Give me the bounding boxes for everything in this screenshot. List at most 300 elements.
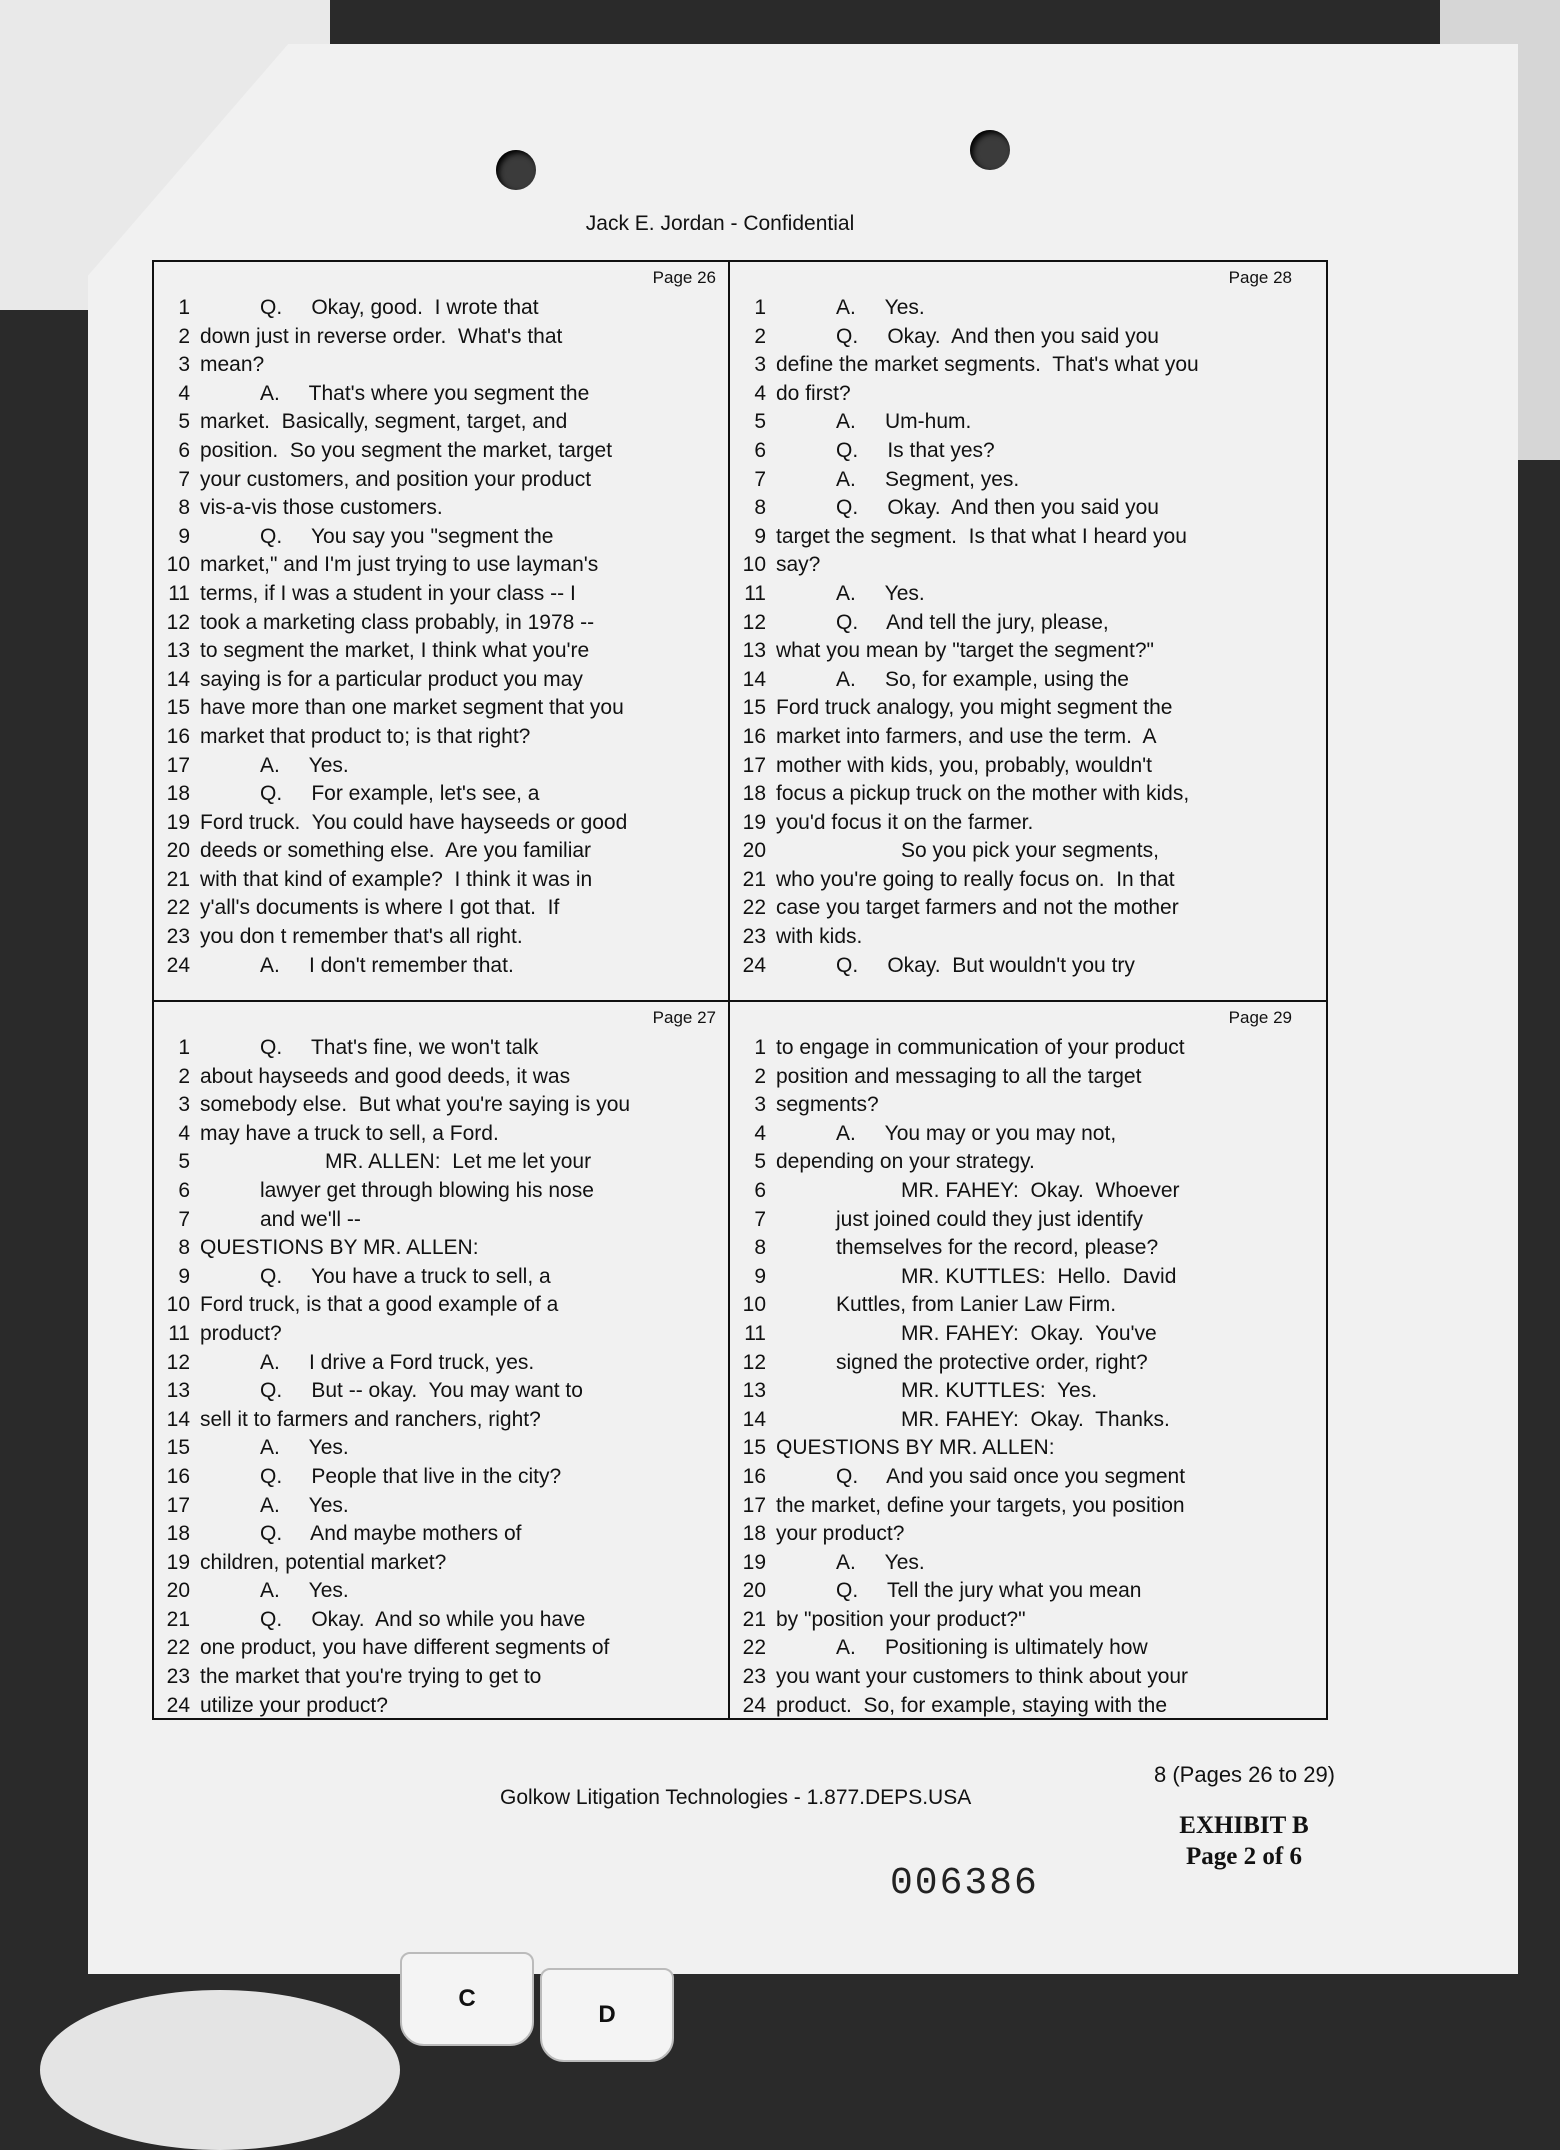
line-text: do first? [776, 381, 851, 405]
line-text: A. Yes. [836, 296, 925, 319]
line-text: Q. Okay. But wouldn't you try [836, 953, 1135, 977]
transcript-line [730, 1606, 1306, 1635]
line-text: A. Yes. [260, 1493, 349, 1517]
transcript-line [154, 1577, 730, 1606]
transcript-line [154, 1148, 730, 1177]
line-number: 24 [742, 1693, 766, 1717]
line-text: you want your customers to think about your [776, 1665, 1189, 1689]
line-number: 21 [166, 1607, 190, 1631]
line-text: A. Yes. [836, 581, 925, 605]
line-text: focus a pickup truck on the mother with kids, [776, 782, 1190, 806]
bates-number: 006386 [890, 1862, 1039, 1905]
line-number: 13 [166, 1379, 190, 1403]
transcript-line [154, 1634, 730, 1663]
line-number: 18 [166, 1522, 190, 1546]
line-text: Ford truck analogy, you might segment the [776, 696, 1173, 720]
line-text: by "position your product?" [776, 1607, 1026, 1631]
line-text: children, potential market? [200, 1550, 447, 1574]
line-number: 20 [166, 1579, 190, 1603]
line-text: you'd focus it on the farmer. [776, 810, 1034, 834]
line-number: 24 [742, 953, 766, 977]
transcript-line [154, 380, 730, 409]
transcript-line [154, 1692, 730, 1721]
line-number: 15 [166, 1436, 190, 1460]
transcript-line [154, 1549, 730, 1578]
line-text: to segment the market, I think what you're [200, 639, 590, 663]
transcript-line [730, 1434, 1306, 1463]
line-number: 24 [166, 953, 190, 977]
transcript-line [154, 866, 730, 895]
transcript-page-27 [154, 1002, 730, 1738]
transcript-line [154, 1520, 730, 1549]
line-text: Q. But -- okay. You may want to [260, 1379, 583, 1403]
line-number: 2 [754, 324, 766, 348]
line-text: A. You may or you may not, [836, 1121, 1117, 1145]
line-number: 18 [742, 1522, 766, 1546]
transcript-line [154, 1034, 730, 1063]
background-object-bottom [40, 1990, 400, 2150]
transcript-line [154, 694, 730, 723]
transcript-page-29 [730, 1002, 1306, 1738]
transcript-line [730, 1263, 1306, 1292]
line-number: 21 [166, 867, 190, 891]
line-number: 4 [754, 381, 766, 405]
line-number: 1 [178, 1036, 190, 1059]
line-text: may have a truck to sell, a Ford. [200, 1121, 499, 1145]
line-number: 11 [744, 581, 766, 605]
transcript-line [154, 323, 730, 352]
line-text: MR. KUTTLES: Hello. David [901, 1264, 1177, 1288]
line-number: 20 [166, 839, 190, 863]
transcript-line [730, 1663, 1306, 1692]
transcript-line [154, 952, 730, 981]
line-number: 16 [166, 1464, 190, 1488]
line-number: 17 [166, 753, 190, 777]
document-header: Jack E. Jordan - Confidential [585, 212, 855, 235]
transcript-line [730, 380, 1306, 409]
line-text: A. Yes. [836, 1550, 925, 1574]
line-text: say? [776, 553, 821, 577]
line-number: 21 [742, 1607, 766, 1631]
transcript-line [730, 1463, 1306, 1492]
line-number: 5 [754, 1150, 766, 1174]
transcript-line [730, 1291, 1306, 1320]
line-text: Q. You say you "segment the [260, 524, 554, 548]
line-number: 4 [754, 1121, 766, 1145]
line-text: position. So you segment the market, target [200, 438, 613, 462]
line-number: 16 [166, 724, 190, 748]
line-number: 7 [178, 1207, 190, 1231]
line-number: 6 [178, 1178, 190, 1202]
transcript-line [730, 323, 1306, 352]
line-number: 12 [166, 1350, 190, 1374]
transcript-line [154, 494, 730, 523]
line-text: about hayseeds and good deeds, it was [200, 1064, 571, 1088]
transcript-line [154, 1377, 730, 1406]
line-text: one product, you have different segments of [200, 1636, 610, 1660]
transcript-line [154, 466, 730, 495]
line-text: define the market segments. That's what you [776, 353, 1199, 377]
line-number: 13 [742, 1379, 766, 1403]
line-text: MR. FAHEY: Okay. Whoever [901, 1178, 1180, 1202]
transcript-line [730, 1177, 1306, 1206]
line-number: 23 [166, 925, 190, 949]
transcript-lines [154, 294, 730, 980]
transcript-line [730, 1320, 1306, 1349]
line-number: 10 [742, 553, 766, 577]
line-text: QUESTIONS BY MR. ALLEN: [776, 1436, 1055, 1460]
line-number: 11 [168, 581, 190, 605]
line-number: 2 [178, 1064, 190, 1088]
line-text: terms, if I was a student in your class -- I [200, 581, 576, 605]
transcript-grid [152, 260, 1328, 1720]
transcript-line [730, 609, 1306, 638]
page-label: Page 27 [652, 1008, 716, 1027]
transcript-line [730, 637, 1306, 666]
line-number: 2 [754, 1064, 766, 1088]
line-text: somebody else. But what you're saying is you [200, 1093, 631, 1117]
line-number: 4 [178, 1121, 190, 1145]
transcript-line [730, 351, 1306, 380]
transcript-line [730, 1206, 1306, 1235]
transcript-line [730, 1577, 1306, 1606]
line-number: 19 [742, 810, 766, 834]
exhibit-page: Page 2 of 6 [1186, 1843, 1302, 1870]
transcript-line [154, 580, 730, 609]
transcript-line [154, 1349, 730, 1378]
transcript-line [730, 894, 1306, 923]
transcript-line [154, 1206, 730, 1235]
transcript-line [730, 466, 1306, 495]
line-text: mean? [200, 353, 265, 377]
transcript-line [730, 866, 1306, 895]
exhibit-title: EXHIBIT B [1179, 1812, 1309, 1839]
transcript-line [730, 1063, 1306, 1092]
line-number: 5 [178, 1150, 190, 1174]
line-text: position and messaging to all the target [776, 1064, 1142, 1088]
line-text: Q. For example, let's see, a [260, 782, 540, 806]
transcript-line [730, 551, 1306, 580]
line-number: 9 [178, 524, 190, 548]
line-number: 7 [754, 467, 766, 491]
transcript-line [154, 523, 730, 552]
transcript-line [154, 1234, 730, 1263]
transcript-line [730, 1377, 1306, 1406]
transcript-line [154, 1434, 730, 1463]
transcript-line [730, 1520, 1306, 1549]
line-text: you don t remember that's all right. [200, 925, 523, 949]
line-number: 10 [166, 553, 190, 577]
divider-tab-d[interactable]: D [540, 1968, 674, 2062]
line-text: Q. Okay, good. I wrote that [260, 296, 539, 319]
line-number: 8 [754, 1236, 766, 1260]
transcript-line [730, 494, 1306, 523]
line-number: 6 [754, 438, 766, 462]
line-number: 18 [166, 782, 190, 806]
transcript-line [154, 437, 730, 466]
footer-page-range: 8 (Pages 26 to 29) [1154, 1762, 1336, 1787]
transcript-lines [730, 294, 1306, 980]
line-number: 3 [178, 353, 190, 377]
line-number: 14 [742, 1407, 766, 1431]
transcript-line [730, 809, 1306, 838]
line-number: 1 [178, 296, 190, 319]
transcript-line [730, 1034, 1306, 1063]
line-text: signed the protective order, right? [836, 1350, 1148, 1374]
transcript-lines [730, 1034, 1306, 1720]
line-number: 9 [754, 524, 766, 548]
page-label: Page 29 [1228, 1008, 1292, 1027]
line-number: 15 [742, 696, 766, 720]
transcript-line [730, 1120, 1306, 1149]
line-text: what you mean by "target the segment?" [776, 639, 1154, 663]
transcript-line [154, 752, 730, 781]
line-number: 1 [754, 1036, 766, 1059]
line-text: MR. ALLEN: Let me let your [325, 1150, 592, 1174]
line-number: 17 [742, 1493, 766, 1517]
line-text: just joined could they just identify [836, 1207, 1144, 1231]
line-text: A. Segment, yes. [836, 467, 1020, 491]
line-text: Q. You have a truck to sell, a [260, 1264, 551, 1288]
line-number: 5 [178, 410, 190, 434]
line-number: 22 [742, 1636, 766, 1660]
page-label: Page 26 [652, 268, 716, 287]
transcript-line [730, 1492, 1306, 1521]
line-text: your customers, and position your product [200, 467, 592, 491]
line-number: 3 [754, 1093, 766, 1117]
page-label: Page 28 [1228, 268, 1292, 287]
transcript-line [730, 1234, 1306, 1263]
line-text: and we'll -- [260, 1207, 361, 1231]
line-number: 8 [754, 496, 766, 520]
transcript-line [730, 408, 1306, 437]
line-text: Q. People that live in the city? [260, 1464, 562, 1488]
line-text: segments? [776, 1093, 879, 1117]
line-text: Q. And you said once you segment [836, 1464, 1186, 1488]
transcript-line [730, 780, 1306, 809]
transcript-line [730, 923, 1306, 952]
line-text: to engage in communication of your product [776, 1036, 1185, 1059]
line-text: vis-a-vis those customers. [200, 496, 443, 520]
transcript-line [730, 1634, 1306, 1663]
line-number: 21 [742, 867, 766, 891]
line-text: depending on your strategy. [776, 1150, 1035, 1174]
line-number: 22 [166, 1636, 190, 1660]
line-text: market that product to; is that right? [200, 724, 531, 748]
line-text: A. That's where you segment the [260, 381, 590, 405]
line-text: product. So, for example, staying with the [776, 1693, 1168, 1717]
transcript-line [154, 637, 730, 666]
transcript-line [154, 551, 730, 580]
line-text: themselves for the record, please? [836, 1236, 1159, 1260]
line-number: 19 [166, 810, 190, 834]
transcript-line [154, 294, 730, 323]
line-text: saying is for a particular product you may [200, 667, 583, 691]
transcript-line [730, 752, 1306, 781]
transcript-line [730, 1091, 1306, 1120]
transcript-lines [154, 1034, 730, 1720]
line-number: 5 [754, 410, 766, 434]
line-number: 13 [166, 639, 190, 663]
line-text: who you're going to really focus on. In that [776, 867, 1175, 891]
line-number: 20 [742, 1579, 766, 1603]
line-text: Kuttles, from Lanier Law Firm. [836, 1293, 1117, 1317]
line-text: deeds or something else. Are you familiar [200, 839, 592, 863]
transcript-line [154, 351, 730, 380]
line-text: product? [200, 1321, 282, 1345]
line-number: 16 [742, 724, 766, 748]
line-text: A. I drive a Ford truck, yes. [260, 1350, 535, 1374]
transcript-line [730, 1406, 1306, 1435]
transcript-line [154, 1492, 730, 1521]
line-number: 12 [742, 1350, 766, 1374]
line-number: 11 [744, 1321, 766, 1345]
transcript-line [154, 923, 730, 952]
footer-company: Golkow Litigation Technologies - 1.877.DEPS.USA [500, 1786, 972, 1809]
transcript-line [154, 837, 730, 866]
transcript-line [730, 837, 1306, 866]
line-text: QUESTIONS BY MR. ALLEN: [200, 1236, 479, 1260]
transcript-line [730, 294, 1306, 323]
line-text: A. Yes. [260, 1436, 349, 1460]
line-number: 2 [178, 324, 190, 348]
line-text: Q. And tell the jury, please, [836, 610, 1109, 634]
binder-hole-right [970, 130, 1010, 170]
line-text: target the segment. Is that what I heard you [776, 524, 1187, 548]
line-text: market into farmers, and use the term. A [776, 724, 1157, 748]
line-text: MR. KUTTLES: Yes. [901, 1379, 1098, 1403]
line-number: 10 [166, 1293, 190, 1317]
line-text: A. Um-hum. [836, 410, 972, 434]
line-number: 11 [168, 1321, 190, 1345]
line-number: 19 [742, 1550, 766, 1574]
line-text: lawyer get through blowing his nose [260, 1178, 594, 1202]
line-text: down just in reverse order. What's that [200, 324, 563, 348]
transcript-line [154, 1091, 730, 1120]
line-number: 17 [742, 753, 766, 777]
line-number: 23 [742, 1665, 766, 1689]
transcript-page-28 [730, 262, 1306, 998]
line-text: A. Yes. [260, 753, 349, 777]
line-number: 9 [754, 1264, 766, 1288]
line-number: 16 [742, 1464, 766, 1488]
line-number: 8 [178, 1236, 190, 1260]
line-text: sell it to farmers and ranchers, right? [200, 1407, 541, 1431]
line-text: A. Positioning is ultimately how [836, 1636, 1148, 1660]
transcript-line [730, 1549, 1306, 1578]
line-number: 13 [742, 639, 766, 663]
line-text: market. Basically, segment, target, and [200, 410, 568, 434]
transcript-line [154, 408, 730, 437]
transcript-line [154, 1291, 730, 1320]
line-number: 23 [166, 1665, 190, 1689]
line-number: 14 [166, 667, 190, 691]
line-number: 17 [166, 1493, 190, 1517]
transcript-line [730, 694, 1306, 723]
line-number: 15 [742, 1436, 766, 1460]
line-number: 15 [166, 696, 190, 720]
transcript-line [154, 723, 730, 752]
transcript-line [730, 437, 1306, 466]
line-number: 3 [754, 353, 766, 377]
exhibit-stamp [1164, 1810, 1324, 1872]
line-number: 14 [166, 1407, 190, 1431]
line-number: 6 [754, 1178, 766, 1202]
transcript-line [730, 523, 1306, 552]
line-text: So you pick your segments, [901, 839, 1159, 863]
line-number: 7 [754, 1207, 766, 1231]
line-text: Q. And maybe mothers of [260, 1522, 522, 1546]
transcript-line [154, 1063, 730, 1092]
transcript-line [154, 809, 730, 838]
line-number: 18 [742, 782, 766, 806]
line-number: 22 [166, 896, 190, 920]
divider-tab-c[interactable]: C [400, 1952, 534, 2046]
transcript-page-26 [154, 262, 730, 998]
line-number: 19 [166, 1550, 190, 1574]
line-text: with that kind of example? I think it was in [200, 867, 593, 891]
line-number: 22 [742, 896, 766, 920]
line-text: mother with kids, you, probably, wouldn't [776, 753, 1152, 777]
transcript-line [730, 723, 1306, 752]
line-text: Q. Okay. And then you said you [836, 324, 1159, 348]
line-number: 4 [178, 381, 190, 405]
line-number: 1 [754, 296, 766, 319]
line-number: 10 [742, 1293, 766, 1317]
transcript-line [154, 1320, 730, 1349]
transcript-line [154, 1406, 730, 1435]
line-number: 23 [742, 925, 766, 949]
line-text: with kids. [776, 925, 863, 949]
transcript-line [730, 580, 1306, 609]
line-text: Q. Tell the jury what you mean [836, 1579, 1142, 1603]
line-text: have more than one market segment that you [200, 696, 624, 720]
line-text: Q. Okay. And so while you have [260, 1607, 586, 1631]
line-text: Q. Okay. And then you said you [836, 496, 1159, 520]
transcript-line [730, 1148, 1306, 1177]
line-number: 20 [742, 839, 766, 863]
line-text: MR. FAHEY: Okay. You've [901, 1321, 1157, 1345]
line-text: case you target farmers and not the mother [776, 896, 1179, 920]
line-text: A. So, for example, using the [836, 667, 1129, 691]
line-text: took a marketing class probably, in 1978 -- [200, 610, 595, 634]
line-number: 14 [742, 667, 766, 691]
line-text: market," and I'm just trying to use layman's [200, 553, 599, 577]
line-number: 12 [742, 610, 766, 634]
line-text: Q. That's fine, we won't talk [260, 1036, 539, 1059]
transcript-line [154, 1177, 730, 1206]
transcript-line [730, 952, 1306, 981]
transcript-line [154, 1463, 730, 1492]
line-number: 3 [178, 1093, 190, 1117]
binder-hole-left [496, 150, 536, 190]
line-number: 12 [166, 610, 190, 634]
line-number: 7 [178, 467, 190, 491]
line-text: Q. Is that yes? [836, 438, 995, 462]
transcript-line [154, 1263, 730, 1292]
line-number: 9 [178, 1264, 190, 1288]
line-text: y'all's documents is where I got that. If [200, 896, 560, 920]
line-text: your product? [776, 1522, 905, 1546]
line-text: Ford truck, is that a good example of a [200, 1293, 559, 1317]
line-text: the market, define your targets, you position [776, 1493, 1185, 1517]
transcript-line [154, 609, 730, 638]
line-number: 6 [178, 438, 190, 462]
transcript-line [730, 666, 1306, 695]
line-text: A. Yes. [260, 1579, 349, 1603]
transcript-line [154, 1663, 730, 1692]
transcript-line [730, 1349, 1306, 1378]
